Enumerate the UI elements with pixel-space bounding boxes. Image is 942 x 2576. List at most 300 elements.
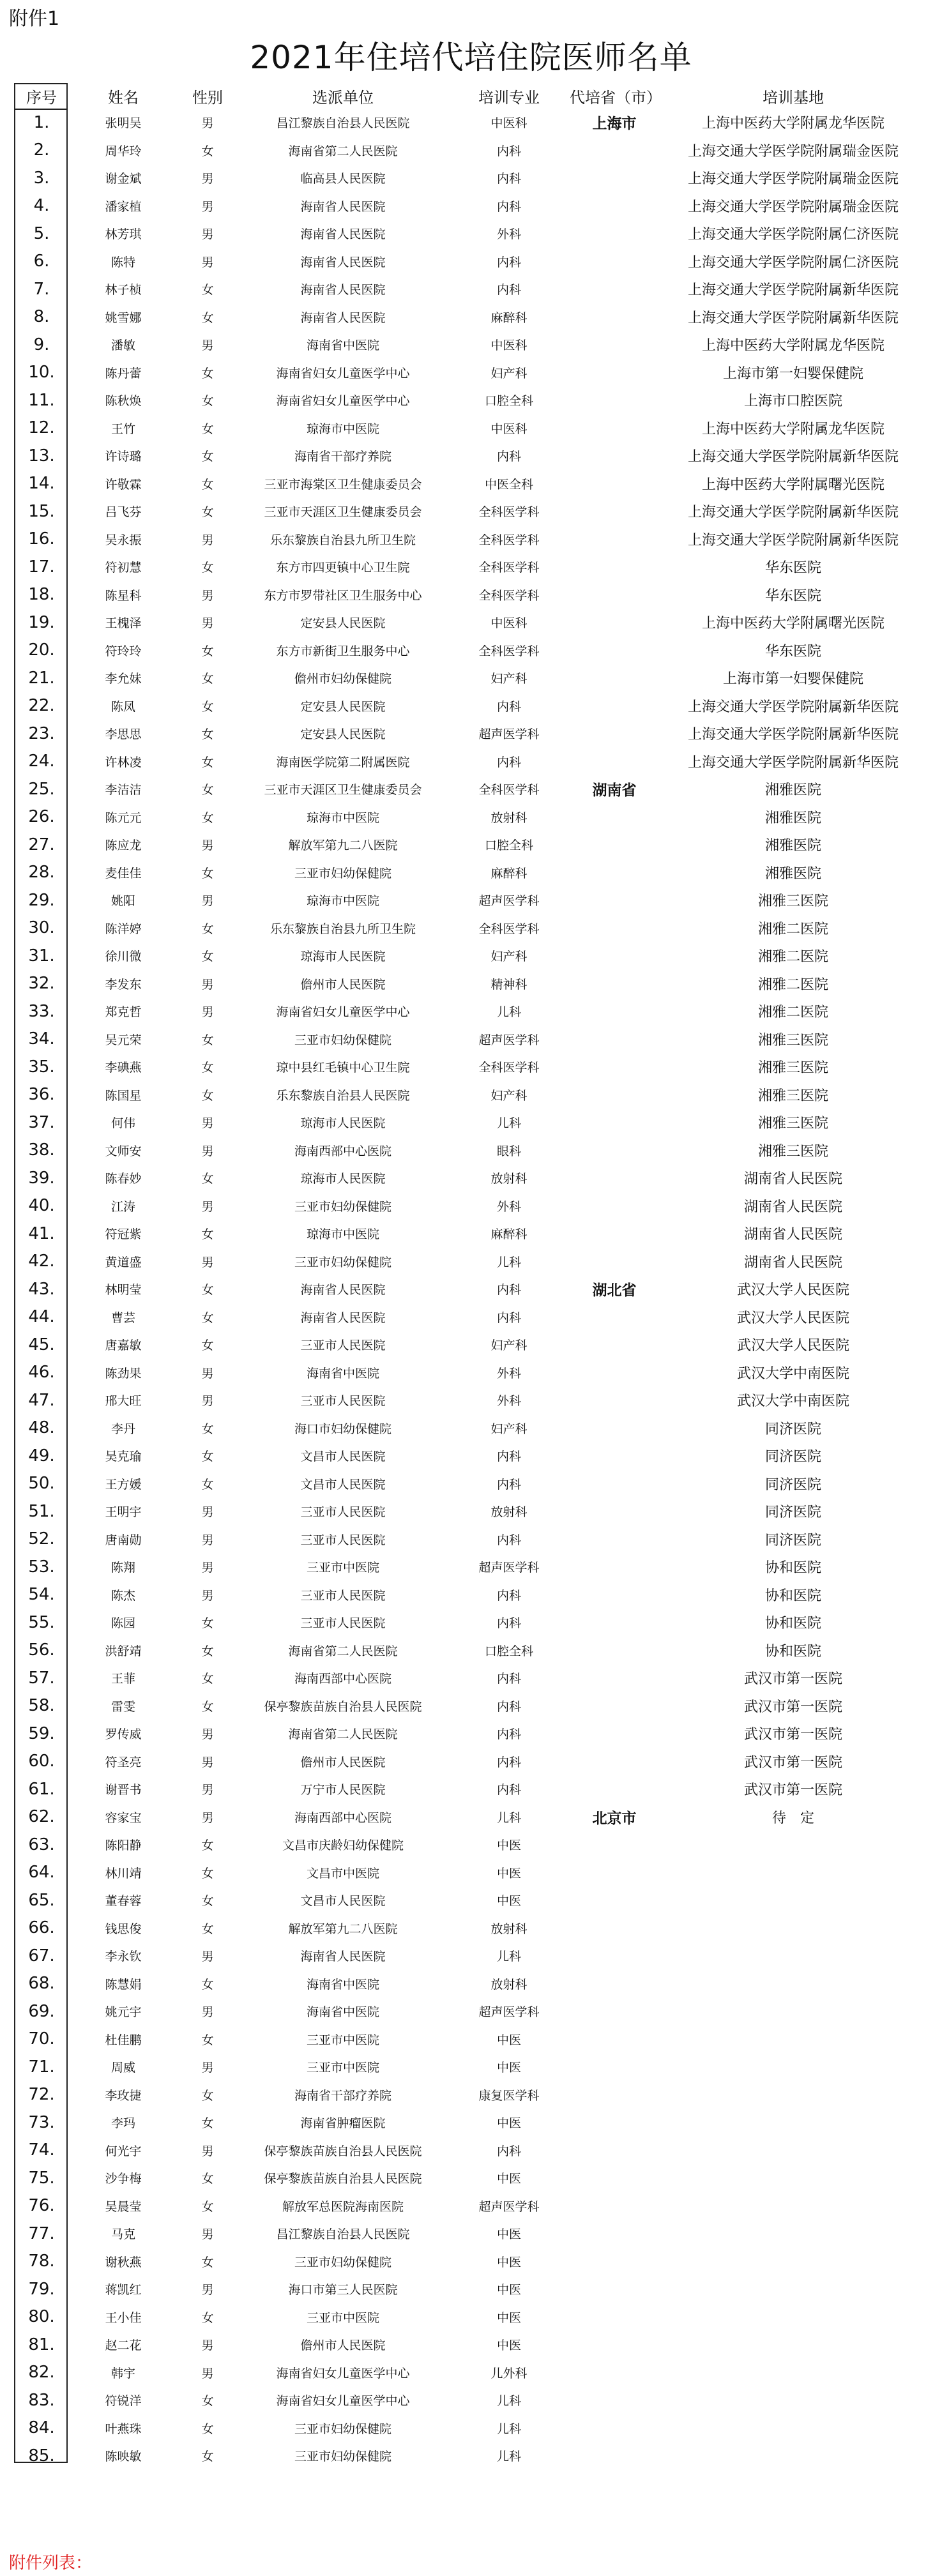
row-gender: 女 bbox=[201, 505, 214, 520]
row-name: 李永钦 bbox=[105, 1950, 142, 1964]
row-specialty: 全科医学科 bbox=[478, 533, 540, 547]
row-name: 何伟 bbox=[110, 1116, 135, 1131]
row-specialty: 全科医学科 bbox=[478, 644, 540, 658]
row-index: 85. bbox=[28, 2446, 55, 2466]
row-training-base: 协和医院 bbox=[764, 1643, 821, 1660]
row-index: 8. bbox=[33, 307, 50, 327]
table-row bbox=[14, 1414, 927, 1443]
row-training-base: 同济医院 bbox=[764, 1532, 821, 1549]
row-specialty: 超声医学科 bbox=[478, 2005, 540, 2020]
row-gender: 男 bbox=[201, 1394, 214, 1409]
row-gender: 男 bbox=[201, 1255, 214, 1269]
row-specialty: 口腔全科 bbox=[484, 838, 533, 853]
table-row bbox=[14, 1970, 927, 1998]
row-gender: 女 bbox=[201, 1088, 214, 1103]
table-row bbox=[14, 1775, 927, 1803]
row-name: 徐川微 bbox=[105, 950, 142, 964]
row-dispatch-unit: 三亚市人民医院 bbox=[300, 1533, 386, 1547]
row-dispatch-unit: 三亚市人民医院 bbox=[300, 1505, 386, 1520]
row-index: 63. bbox=[28, 1835, 55, 1854]
row-gender: 女 bbox=[201, 144, 214, 158]
row-name: 谢晋书 bbox=[105, 1783, 142, 1798]
row-training-base: 武汉市第一医院 bbox=[743, 1699, 842, 1715]
row-gender: 女 bbox=[201, 950, 214, 964]
row-specialty: 内科 bbox=[496, 1755, 521, 1769]
table-row bbox=[14, 275, 927, 303]
row-index: 40. bbox=[28, 1196, 55, 1216]
row-dispatch-unit: 琼海市中医院 bbox=[306, 421, 379, 436]
row-index: 59. bbox=[28, 1724, 55, 1743]
table-row bbox=[14, 1997, 927, 2026]
row-gender: 男 bbox=[201, 2283, 214, 2298]
row-name: 郑克哲 bbox=[105, 1005, 142, 1020]
row-index: 54. bbox=[28, 1585, 55, 1605]
row-gender: 男 bbox=[201, 1755, 214, 1769]
column-header-specialty: 培训专业 bbox=[478, 88, 540, 107]
row-dispatch-unit: 解放军第九二八医院 bbox=[288, 838, 398, 853]
row-name: 陈星科 bbox=[105, 588, 142, 603]
row-index: 18. bbox=[28, 585, 55, 605]
row-dispatch-unit: 海南省妇女儿童医学中心 bbox=[276, 394, 410, 409]
table-row bbox=[14, 1526, 927, 1554]
row-index: 43. bbox=[28, 1279, 55, 1299]
row-gender: 男 bbox=[201, 1810, 214, 1825]
row-name: 李允妹 bbox=[105, 672, 142, 686]
row-name: 姚阳 bbox=[110, 894, 135, 909]
row-index: 74. bbox=[28, 2140, 55, 2160]
row-gender: 男 bbox=[201, 894, 214, 909]
row-specialty: 儿外科 bbox=[490, 2366, 528, 2381]
row-dispatch-unit: 解放军总医院海南医院 bbox=[282, 2199, 404, 2214]
row-training-base: 湘雅二医院 bbox=[757, 1004, 828, 1021]
row-gender: 女 bbox=[201, 866, 214, 881]
row-dispatch-unit: 海南医学院第二附属医院 bbox=[276, 755, 410, 769]
row-specialty: 妇产科 bbox=[490, 950, 528, 964]
row-name: 容家宝 bbox=[105, 1810, 142, 1825]
row-training-base: 华东医院 bbox=[764, 560, 821, 577]
row-specialty: 眼科 bbox=[496, 1144, 521, 1158]
row-name: 潘家植 bbox=[105, 199, 142, 214]
row-gender: 女 bbox=[201, 1061, 214, 1075]
row-specialty: 超声医学科 bbox=[478, 894, 540, 909]
row-gender: 女 bbox=[201, 421, 214, 436]
row-name: 谢秋燕 bbox=[105, 2255, 142, 2269]
row-training-base: 上海交通大学医学院附属新华医院 bbox=[687, 504, 899, 521]
row-index: 81. bbox=[28, 2335, 55, 2354]
row-name: 谢金斌 bbox=[105, 172, 142, 186]
row-specialty: 中医 bbox=[496, 2033, 521, 2047]
table-row bbox=[14, 914, 927, 943]
row-training-base: 武汉大学人民医院 bbox=[736, 1282, 849, 1299]
column-header-name: 姓名 bbox=[108, 88, 139, 107]
row-training-base: 湘雅医院 bbox=[764, 865, 821, 882]
row-dispatch-unit: 海南省第二人民医院 bbox=[288, 144, 398, 158]
row-gender: 女 bbox=[201, 1672, 214, 1686]
row-specialty: 放射科 bbox=[490, 1977, 528, 1992]
row-dispatch-unit: 乐东黎族自治县九所卫生院 bbox=[270, 921, 416, 936]
row-training-base: 武汉大学人民医院 bbox=[736, 1310, 849, 1326]
column-header-gender: 性别 bbox=[192, 88, 223, 107]
row-index: 48. bbox=[28, 1418, 55, 1438]
row-specialty: 全科医学科 bbox=[478, 1061, 540, 1075]
row-gender: 女 bbox=[201, 1227, 214, 1242]
row-specialty: 中医 bbox=[496, 1838, 521, 1853]
row-gender: 女 bbox=[201, 450, 214, 464]
row-specialty: 全科医学科 bbox=[478, 588, 540, 603]
row-index: 14. bbox=[28, 474, 55, 494]
row-gender: 男 bbox=[201, 1366, 214, 1381]
row-gender: 女 bbox=[201, 1644, 214, 1658]
row-specialty: 儿科 bbox=[496, 1810, 521, 1825]
row-name: 符锐洋 bbox=[105, 2394, 142, 2409]
row-gender: 男 bbox=[201, 1561, 214, 1575]
row-index: 62. bbox=[28, 1807, 55, 1827]
table-row bbox=[14, 331, 927, 359]
row-dispatch-unit: 海南西部中心医院 bbox=[294, 1144, 391, 1158]
row-dispatch-unit: 文昌市庆龄妇幼保健院 bbox=[282, 1838, 404, 1853]
row-specialty: 内科 bbox=[496, 1450, 521, 1464]
row-name: 王槐泽 bbox=[105, 616, 142, 631]
row-specialty: 外科 bbox=[496, 1394, 521, 1409]
row-name: 林子桢 bbox=[105, 283, 142, 298]
table-row bbox=[14, 2220, 927, 2248]
row-dispatch-unit: 三亚市天涯区卫生健康委员会 bbox=[264, 783, 422, 798]
column-header-province: 代培省（市） bbox=[570, 88, 662, 107]
row-name: 陈翔 bbox=[110, 1561, 135, 1575]
row-gender: 男 bbox=[201, 199, 214, 214]
row-dispatch-unit: 海南省干部疗养院 bbox=[294, 2088, 391, 2103]
row-specialty: 内科 bbox=[496, 1672, 521, 1686]
row-gender: 女 bbox=[201, 394, 214, 409]
row-name: 陈劲果 bbox=[105, 1366, 142, 1381]
row-specialty: 中医 bbox=[496, 2255, 521, 2269]
row-specialty: 中医 bbox=[496, 1866, 521, 1881]
row-index: 38. bbox=[28, 1140, 55, 1160]
row-gender: 女 bbox=[201, 366, 214, 381]
row-dispatch-unit: 海南省人民医院 bbox=[300, 310, 386, 325]
row-dispatch-unit: 东方市四更镇中心卫生院 bbox=[276, 561, 410, 575]
row-specialty: 妇产科 bbox=[490, 1338, 528, 1353]
row-name: 周威 bbox=[110, 2061, 135, 2075]
row-index: 67. bbox=[28, 1946, 55, 1966]
row-dispatch-unit: 定安县人民医院 bbox=[300, 727, 386, 742]
row-training-base: 武汉大学中南医院 bbox=[736, 1365, 849, 1382]
row-dispatch-unit: 海南省妇女儿童医学中心 bbox=[276, 366, 410, 381]
row-gender: 男 bbox=[201, 2338, 214, 2353]
row-gender: 女 bbox=[201, 1699, 214, 1714]
row-index: 45. bbox=[28, 1335, 55, 1354]
row-training-base: 湘雅医院 bbox=[764, 838, 821, 854]
row-name: 何光宇 bbox=[105, 2144, 142, 2158]
row-gender: 女 bbox=[201, 1421, 214, 1436]
row-dispatch-unit: 三亚市妇幼保健院 bbox=[294, 2421, 391, 2436]
row-gender: 女 bbox=[201, 2088, 214, 2103]
row-gender: 女 bbox=[201, 1310, 214, 1325]
table-row bbox=[14, 470, 927, 498]
row-specialty: 妇产科 bbox=[490, 366, 528, 381]
row-training-base: 上海交通大学医学院附属新华医院 bbox=[687, 699, 899, 715]
row-dispatch-unit: 琼海市人民医院 bbox=[300, 1116, 386, 1131]
row-specialty: 内科 bbox=[496, 172, 521, 186]
table-row bbox=[14, 748, 927, 776]
row-specialty: 中医科 bbox=[490, 116, 528, 131]
table-row bbox=[14, 720, 927, 748]
row-gender: 男 bbox=[201, 172, 214, 186]
row-dispatch-unit: 海口市妇幼保健院 bbox=[294, 1421, 391, 1436]
row-training-base: 上海中医药大学附属龙华医院 bbox=[701, 338, 885, 354]
row-specialty: 超声医学科 bbox=[478, 1033, 540, 1047]
row-training-base: 湘雅二医院 bbox=[757, 976, 828, 993]
row-dispatch-unit: 三亚市妇幼保健院 bbox=[294, 1255, 391, 1269]
row-index: 32. bbox=[28, 974, 55, 994]
row-name: 吴永振 bbox=[105, 533, 142, 547]
row-training-base: 上海交通大学医学院附属新华医院 bbox=[687, 282, 899, 299]
row-gender: 女 bbox=[201, 727, 214, 742]
row-dispatch-unit: 昌江黎族自治县人民医院 bbox=[276, 2227, 410, 2242]
row-specialty: 儿科 bbox=[496, 2394, 521, 2409]
row-index: 82. bbox=[28, 2363, 55, 2383]
row-dispatch-unit: 三亚市妇幼保健院 bbox=[294, 1199, 391, 1214]
row-name: 李丹 bbox=[110, 1421, 135, 1436]
row-dispatch-unit: 海南省中医院 bbox=[306, 338, 379, 353]
row-gender: 女 bbox=[201, 2394, 214, 2409]
row-specialty: 口腔全科 bbox=[484, 394, 533, 409]
row-name: 王菲 bbox=[110, 1672, 135, 1686]
table-row bbox=[14, 2414, 927, 2443]
row-name: 吴克瑜 bbox=[105, 1450, 142, 1464]
row-name: 董春蓉 bbox=[105, 1894, 142, 1909]
row-name: 周华玲 bbox=[105, 144, 142, 158]
row-index: 47. bbox=[28, 1390, 55, 1410]
table-row bbox=[14, 386, 927, 414]
column-header-index: 序号 bbox=[26, 88, 57, 107]
table-row bbox=[14, 2303, 927, 2331]
row-specialty: 内科 bbox=[496, 1616, 521, 1631]
row-specialty: 中医 bbox=[496, 2283, 521, 2298]
row-name: 李发东 bbox=[105, 977, 142, 992]
row-dispatch-unit: 海南省妇女儿童医学中心 bbox=[276, 2366, 410, 2381]
row-name: 王方媛 bbox=[105, 1477, 142, 1492]
row-index: 71. bbox=[28, 2057, 55, 2077]
row-dispatch-unit: 乐东黎族自治县九所卫生院 bbox=[270, 533, 416, 547]
row-dispatch-unit: 海南省人民医院 bbox=[300, 199, 386, 214]
row-training-base: 湘雅医院 bbox=[764, 810, 821, 826]
table-row bbox=[14, 1442, 927, 1470]
table-row bbox=[14, 2053, 927, 2081]
row-gender: 男 bbox=[201, 838, 214, 853]
table-row bbox=[14, 637, 927, 665]
row-name: 王明宇 bbox=[105, 1505, 142, 1520]
row-specialty: 口腔全科 bbox=[484, 1644, 533, 1658]
table-row bbox=[14, 1081, 927, 1109]
row-gender: 男 bbox=[201, 616, 214, 631]
table-row bbox=[14, 1192, 927, 1220]
row-name: 陈慧娟 bbox=[105, 1977, 142, 1992]
row-index: 68. bbox=[28, 1974, 55, 1994]
row-name: 符冠紫 bbox=[105, 1227, 142, 1242]
row-specialty: 中医 bbox=[496, 1894, 521, 1909]
row-gender: 男 bbox=[201, 338, 214, 353]
row-specialty: 中医 bbox=[496, 2172, 521, 2186]
row-dispatch-unit: 琼海市人民医院 bbox=[300, 950, 386, 964]
table-row bbox=[14, 970, 927, 998]
row-gender: 女 bbox=[201, 1283, 214, 1298]
row-index: 37. bbox=[28, 1112, 55, 1132]
row-training-base: 同济医院 bbox=[764, 1504, 821, 1521]
table-row bbox=[14, 164, 927, 192]
row-name: 李思思 bbox=[105, 727, 142, 742]
row-specialty: 内科 bbox=[496, 283, 521, 298]
table-row bbox=[14, 1248, 927, 1276]
footer-note: 附件列表： bbox=[9, 2554, 93, 2573]
row-dispatch-unit: 海南省人民医院 bbox=[300, 255, 386, 269]
row-gender: 女 bbox=[201, 2033, 214, 2047]
row-specialty: 超声医学科 bbox=[478, 2199, 540, 2214]
row-index: 69. bbox=[28, 2001, 55, 2021]
row-specialty: 中医科 bbox=[490, 616, 528, 631]
row-gender: 女 bbox=[201, 1921, 214, 1936]
row-index: 66. bbox=[28, 1918, 55, 1938]
row-index: 35. bbox=[28, 1057, 55, 1077]
column-header-training-base: 培训基地 bbox=[763, 88, 824, 107]
row-dispatch-unit: 文昌市人民医院 bbox=[300, 1450, 386, 1464]
row-dispatch-unit: 三亚市中医院 bbox=[306, 1561, 379, 1575]
row-gender: 女 bbox=[201, 1172, 214, 1186]
row-name: 洪舒靖 bbox=[105, 1644, 142, 1658]
row-training-base: 上海交通大学医学院附属瑞金医院 bbox=[687, 171, 899, 188]
row-specialty: 内科 bbox=[496, 199, 521, 214]
row-name: 沙争梅 bbox=[105, 2172, 142, 2186]
table-row bbox=[14, 1331, 927, 1359]
row-training-base: 上海市第一妇婴保健院 bbox=[722, 365, 863, 382]
row-index: 4. bbox=[33, 196, 50, 216]
table-row bbox=[14, 831, 927, 859]
page-title: 2021年住培代培住院医师名单 bbox=[250, 39, 692, 76]
row-training-base: 上海交通大学医学院附属仁济医院 bbox=[687, 254, 899, 271]
row-gender: 女 bbox=[201, 699, 214, 714]
row-dispatch-unit: 保亭黎族苗族自治县人民医院 bbox=[264, 1699, 422, 1714]
row-index: 27. bbox=[28, 835, 55, 854]
row-index: 16. bbox=[28, 529, 55, 549]
row-province: 湖北省 bbox=[592, 1282, 637, 1299]
row-dispatch-unit: 海南西部中心医院 bbox=[294, 1672, 391, 1686]
row-specialty: 内科 bbox=[496, 1533, 521, 1547]
row-index: 52. bbox=[28, 1529, 55, 1549]
row-specialty: 内科 bbox=[496, 1283, 521, 1298]
table-row bbox=[14, 1609, 927, 1637]
row-index: 46. bbox=[28, 1363, 55, 1383]
row-name: 文师安 bbox=[105, 1144, 142, 1158]
row-province: 湖南省 bbox=[592, 782, 637, 799]
row-specialty: 精神科 bbox=[490, 977, 528, 992]
row-dispatch-unit: 琼海市人民医院 bbox=[300, 1172, 386, 1186]
row-index: 12. bbox=[28, 418, 55, 438]
row-training-base: 湘雅二医院 bbox=[757, 921, 828, 937]
row-specialty: 放射科 bbox=[490, 1921, 528, 1936]
row-name: 陈凤 bbox=[110, 699, 135, 714]
table-row bbox=[14, 442, 927, 470]
row-dispatch-unit: 万宁市人民医院 bbox=[300, 1783, 386, 1798]
row-index: 84. bbox=[28, 2418, 55, 2438]
row-dispatch-unit: 儋州市人民医院 bbox=[300, 977, 386, 992]
row-specialty: 内科 bbox=[496, 450, 521, 464]
row-name: 许诗璐 bbox=[105, 450, 142, 464]
row-training-base: 上海中医药大学附属曙光医院 bbox=[701, 616, 885, 632]
row-training-base: 华东医院 bbox=[764, 643, 821, 660]
row-training-base: 同济医院 bbox=[764, 1476, 821, 1493]
table-row bbox=[14, 1053, 927, 1081]
row-gender: 男 bbox=[201, 255, 214, 269]
row-index: 28. bbox=[28, 863, 55, 883]
table-row bbox=[14, 664, 927, 692]
row-gender: 女 bbox=[201, 1894, 214, 1909]
row-name: 许敬霖 bbox=[105, 477, 142, 492]
table-row bbox=[14, 303, 927, 331]
row-dispatch-unit: 乐东黎族自治县人民医院 bbox=[276, 1088, 410, 1103]
row-index: 13. bbox=[28, 446, 55, 466]
row-dispatch-unit: 文昌市人民医院 bbox=[300, 1894, 386, 1909]
row-specialty: 儿科 bbox=[496, 1950, 521, 1964]
table-row bbox=[14, 1026, 927, 1054]
row-training-base: 湖南省人民医院 bbox=[743, 1199, 842, 1215]
row-training-base: 上海交通大学医学院附属瑞金医院 bbox=[687, 199, 899, 215]
row-specialty: 全科医学科 bbox=[478, 561, 540, 575]
row-province: 北京市 bbox=[592, 1810, 637, 1827]
row-index: 70. bbox=[28, 2029, 55, 2049]
row-index: 2. bbox=[33, 140, 50, 160]
row-dispatch-unit: 海南省人民医院 bbox=[300, 1310, 386, 1325]
row-gender: 女 bbox=[201, 2310, 214, 2325]
table-row bbox=[14, 942, 927, 970]
row-gender: 男 bbox=[201, 1005, 214, 1020]
row-gender: 女 bbox=[201, 755, 214, 769]
row-dispatch-unit: 儋州市人民医院 bbox=[300, 1755, 386, 1769]
row-index: 36. bbox=[28, 1085, 55, 1105]
row-gender: 女 bbox=[201, 1477, 214, 1492]
table-row bbox=[14, 581, 927, 609]
row-name: 陈映敏 bbox=[105, 2450, 142, 2464]
row-name: 黄道盛 bbox=[105, 1255, 142, 1269]
table-row bbox=[14, 1692, 927, 1720]
row-specialty: 全科医学科 bbox=[478, 783, 540, 798]
table-row bbox=[14, 2164, 927, 2192]
row-name: 罗传威 bbox=[105, 1727, 142, 1742]
table-row bbox=[14, 1581, 927, 1609]
table-row bbox=[14, 1803, 927, 1831]
row-training-base: 上海交通大学医学院附属仁济医院 bbox=[687, 227, 899, 243]
row-index: 75. bbox=[28, 2168, 55, 2188]
table-row bbox=[14, 137, 927, 165]
table-row bbox=[14, 692, 927, 720]
row-specialty: 儿科 bbox=[496, 2421, 521, 2436]
row-gender: 男 bbox=[201, 2227, 214, 2242]
table-row bbox=[14, 2331, 927, 2359]
row-dispatch-unit: 三亚市妇幼保健院 bbox=[294, 2450, 391, 2464]
row-gender: 女 bbox=[201, 2116, 214, 2131]
row-specialty: 麻醉科 bbox=[490, 310, 528, 325]
row-name: 林芳琪 bbox=[105, 227, 142, 242]
row-index: 30. bbox=[28, 918, 55, 938]
row-name: 陈应龙 bbox=[105, 838, 142, 853]
row-dispatch-unit: 海口市第三人民医院 bbox=[288, 2283, 398, 2298]
row-dispatch-unit: 文昌市人民医院 bbox=[300, 1477, 386, 1492]
row-name: 陈阳静 bbox=[105, 1838, 142, 1853]
table-row bbox=[14, 997, 927, 1026]
row-index: 10. bbox=[28, 363, 55, 383]
row-name: 叶燕珠 bbox=[105, 2421, 142, 2436]
row-index: 83. bbox=[28, 2390, 55, 2410]
row-specialty: 内科 bbox=[496, 1727, 521, 1742]
